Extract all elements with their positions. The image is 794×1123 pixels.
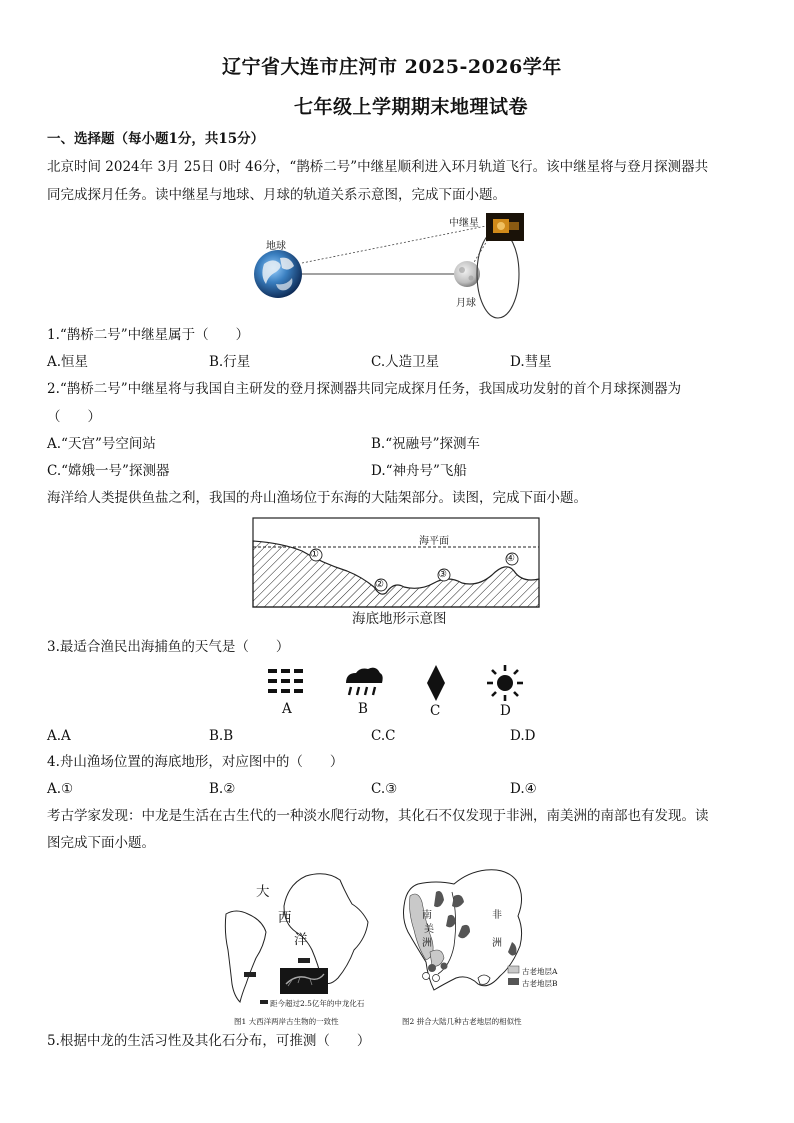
legend-layer-b: 古老地层B [522, 979, 558, 988]
q1-option-a[interactable]: A.恒星 [47, 354, 89, 370]
sun-icon [487, 665, 523, 701]
q3-option-c[interactable]: C.C [371, 728, 396, 744]
page-title-line2: 七年级上学期期末地理试卷 [294, 96, 529, 118]
map2-caption: 图2 拼合大陆几种古老地层的相似性 [402, 1017, 522, 1026]
map1-label-da: 大 [256, 884, 270, 900]
moon-label: 月球 [456, 298, 476, 309]
passage3-line2: 图完成下面小题。 [47, 835, 155, 851]
seabed-mark-4: ④ [506, 553, 515, 564]
q4-option-b[interactable]: B.② [209, 781, 236, 797]
symbol-label-c: C [430, 703, 441, 719]
sea-level-label: 海平面 [419, 536, 449, 547]
orbit-diagram [250, 208, 540, 320]
q3-option-a[interactable]: A.A [47, 728, 71, 744]
map2-label-zhou2: 洲 [492, 938, 502, 949]
seabed-mark-2: ② [375, 579, 384, 590]
q3-option-d[interactable]: D.D [510, 728, 536, 744]
seabed-caption: 海底地形示意图 [352, 611, 447, 627]
seabed-profile-diagram [252, 517, 542, 629]
q1-stem: 1.“鹊桥二号”中继星属于（ ） [47, 327, 250, 343]
q2-stem-line2: （ ） [47, 409, 101, 425]
q2-option-b[interactable]: B.“祝融号”探测车 [371, 436, 481, 452]
page-title-line1: 辽宁省大连市庄河市 2025-2026学年 [222, 56, 562, 78]
weather-symbols [266, 665, 526, 721]
q4-option-d[interactable]: D.④ [510, 781, 537, 797]
earth-image [254, 250, 302, 298]
q3-option-b[interactable]: B.B [209, 728, 234, 744]
relay-label: 中继星 [449, 218, 479, 229]
earth-label: 地球 [266, 241, 286, 252]
passage2-line1: 海洋给人类提供鱼盐之利，我国的舟山渔场位于东海的大陆架部分。读图，完成下面小题。 [47, 490, 587, 506]
passage1-line2: 同完成探月任务。读中继星与地球、月球的轨道关系示意图，完成下面小题。 [47, 187, 506, 203]
symbol-label-d: D [500, 703, 511, 719]
q2-option-c[interactable]: C.“嫦娥一号”探测器 [47, 463, 170, 479]
q3-stem: 3.最适合渔民出海捕鱼的天气是（ ） [47, 639, 290, 655]
seabed-mark-3: ③ [438, 569, 447, 580]
map1-label-yang: 洋 [294, 932, 308, 948]
passage1-line1: 北京时间 2024年 3月 25日 0时 46分，“鹊桥二号”中继星顺利进入环月轨道飞行。该中继星将与登月探测器共 [47, 159, 709, 175]
map2-label-mei: 美 [424, 924, 434, 935]
diamond-icon [427, 665, 445, 701]
map1-label-xi: 西 [278, 910, 292, 926]
q1-option-b[interactable]: B.行星 [209, 354, 251, 370]
symbol-label-b: B [358, 701, 368, 717]
map1-caption: 图1 大西洋两岸古生物的一致性 [234, 1017, 339, 1026]
seabed-mark-1: ① [310, 549, 319, 560]
continental-drift-figure [222, 866, 582, 1026]
passage3-line1: 考古学家发现：中龙是生活在古生代的一种淡水爬行动物，其化石不仅发现于非洲，南美洲的南部也有发现。读 [47, 808, 709, 824]
q5-stem: 5.根据中龙的生活习性及其化石分布，可推测（ ） [47, 1033, 371, 1049]
fossil-note: 距今超过2.5亿年的中龙化石 [270, 999, 365, 1008]
q2-option-a[interactable]: A.“天宫”号空间站 [47, 436, 156, 452]
moon-image [454, 261, 480, 287]
legend-layer-a: 古老地层A [522, 967, 558, 976]
q4-option-a[interactable]: A.① [47, 781, 74, 797]
q4-stem: 4.舟山渔场位置的海底地形，对应图中的（ ） [47, 754, 344, 770]
symbol-label-a: A [282, 701, 292, 717]
q1-option-d[interactable]: D.彗星 [510, 354, 552, 370]
q4-option-c[interactable]: C.③ [371, 781, 398, 797]
relay-satellite-image [486, 213, 524, 241]
map2-label-fei: 非 [492, 910, 502, 921]
q2-stem-line1: 2.“鹊桥二号”中继星将与我国自主研发的登月探测器共同完成探月任务，我国成功发射的首个月球探测器为 [47, 381, 682, 397]
map2-label-nan: 南 [422, 910, 432, 921]
q1-option-c[interactable]: C.人造卫星 [371, 354, 440, 370]
q2-option-d[interactable]: D.“神舟号”飞船 [371, 463, 467, 479]
map2-label-zhou1: 洲 [422, 938, 432, 949]
fog-icon [268, 669, 303, 693]
section-heading: 一、选择题（每小题1分，共15分） [47, 131, 265, 147]
rain-icon [346, 668, 383, 695]
joined-continents-map [404, 870, 522, 990]
